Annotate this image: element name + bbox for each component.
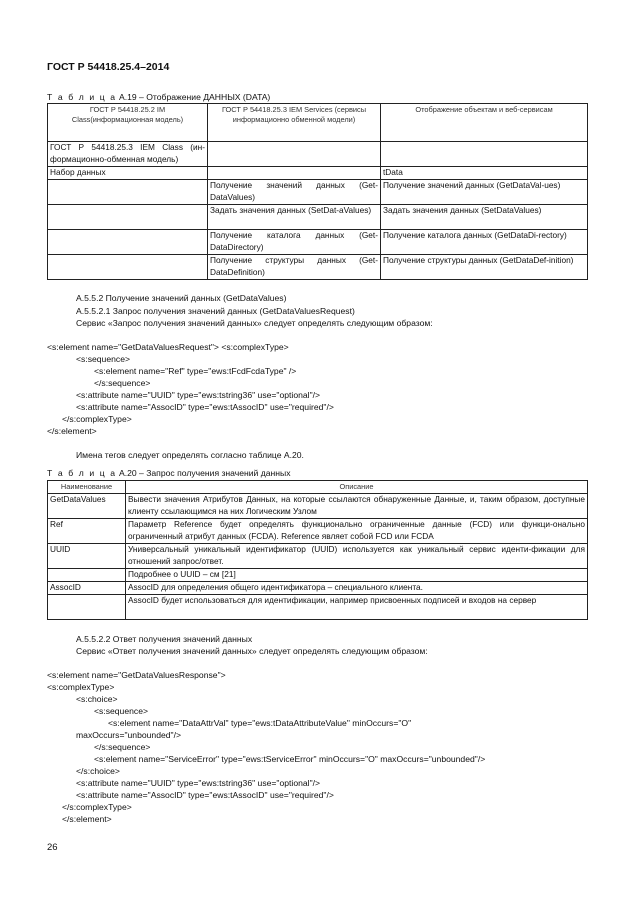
table-cell: Получение значений данных (GetDataVal-ues) [381,180,588,205]
table-a20 [47,480,588,620]
table-row [48,180,588,205]
table-cell: AssocID будет использоваться для идентификации, например присвоенных подписей и входов на сервер [126,595,588,620]
table-header-cell: Отображение объектам и веб-сервисам [381,104,588,142]
table20-caption [47,468,291,478]
table-cell [208,142,381,167]
table-cell: GetDataValues [48,494,126,519]
table-row [48,255,588,280]
code-line: <s:choice> [76,694,118,704]
table-header-cell: Наименование [48,481,126,494]
section-heading: А.5.5.2.2 Ответ получения значений данных [76,634,253,644]
code-line: <s:element name="Ref" type="ews:tFcdFcdaType" /> [94,366,297,376]
table-cell: Получение каталога данных (Get-DataDirectory) [208,230,381,255]
table-cell: Набор данных [48,167,208,180]
table19-caption [47,92,270,102]
table-cell: ГОСТ Р 54418.25.3 IEM Class (ин-формационно-обменная модель) [48,142,208,167]
paragraph: Имена тегов следует определять согласно таблице А.20. [76,450,304,460]
table-cell [48,569,126,582]
table-row [48,595,588,620]
code-line: </s:complexType> [62,802,132,812]
table-a19 [47,103,588,280]
code-line: <s:complexType> [47,682,115,692]
table-cell: AssocID [48,582,126,595]
table-row [48,167,588,180]
table-cell: Параметр Reference будет определять функционально ограниченные данные (FCD) или функци-онально ограниченный атрибут данных (FCDA). Reference являет собой FCD или FCDA [126,519,588,544]
code-line: maxOccurs="unbounded"/> [76,730,181,740]
code-line: <s:element name="GetDataValuesRequest"> <s:complexType> [47,342,289,352]
code-line: </s:choice> [76,766,120,776]
code-line: </s:sequence> [94,742,151,752]
table-cell: Получение значений данных (Get-DataValues) [208,180,381,205]
page-number: 26 [47,842,58,853]
table20-caption-title: А.20 – Запрос получения значений данных [116,468,291,478]
table-cell [48,205,208,230]
table-cell [48,255,208,280]
paragraph: Сервис «Запрос получения значений данных» следует определять следующим образом: [76,318,433,328]
paragraph: Сервис «Ответ получения значений данных» следует определять следующим образом: [76,646,428,656]
table-cell [208,167,381,180]
table-row [48,569,588,582]
table-cell [48,595,126,620]
table-row [48,142,588,167]
table-row [48,205,588,230]
table-cell: AssocID для определения общего идентификатора – специального клиента. [126,582,588,595]
code-line: <s:element name="DataAttrVal" type="ews:tDataAttributeValue" minOccurs="O" [108,718,412,728]
code-line: </s:element> [62,814,112,824]
table-header-row [48,104,588,142]
table-cell: Ref [48,519,126,544]
section-heading: А.5.5.2.1 Запрос получения значений данных (GetDataValuesRequest) [76,306,355,316]
table19-caption-lead: Т а б л и ц а [47,92,117,102]
code-line: <s:attribute name="UUID" type="ews:tstring36" use="optional"/> [76,778,321,788]
table-cell: Получение структуры данных (GetDataDef-inition) [381,255,588,280]
table-cell: tData [381,167,588,180]
table-header-cell: ГОСТ Р 54418.25.2 IM Class(информационная модель) [48,104,208,142]
section-heading: А.5.5.2 Получение значений данных (GetDataValues) [76,293,287,303]
table-cell [381,142,588,167]
table-cell: Получение структуры данных (Get-DataDefinition) [208,255,381,280]
table-row [48,494,588,519]
code-line: </s:sequence> [94,378,151,388]
table-row [48,519,588,544]
table20-caption-lead: Т а б л и ц а [47,468,117,478]
table19-caption-title: А.19 – Отображение ДАННЫХ (DATA) [116,92,271,102]
code-line: <s:element name="GetDataValuesResponse"> [47,670,226,680]
code-line: <s:sequence> [76,354,130,364]
table-cell: Вывести значения Атрибутов Данных, на которые ссылаются обнаруженные Данные, и, таким образом, доступные клиенту ссылающимся на них Логическим Узлом [126,494,588,519]
table-cell: Задать значения данных (SetDat-aValues) [208,205,381,230]
table-header-row [48,481,588,494]
document-header: ГОСТ Р 54418.25.4–2014 [47,61,170,73]
code-line: <s:attribute name="UUID" type="ews:tstring36" use="optional"/> [76,390,321,400]
table-cell: Универсальный уникальный идентификатор (UUID) используется как уникальный сервис иденти-фикации для отношений запрос/ответ. [126,544,588,569]
code-line: <s:attribute name="AssocID" type="ews:tAssocID" use="required"/> [76,790,334,800]
table-cell [48,230,208,255]
table-cell [48,180,208,205]
table-cell: Получение каталога данных (GetDataDi-rectory) [381,230,588,255]
code-line: <s:attribute name="AssocID" type="ews:tAssocID" use="required"/> [76,402,334,412]
table-row [48,230,588,255]
table-cell: Задать значения данных (SetDataValues) [381,205,588,230]
code-line: <s:sequence> [94,706,148,716]
table-row [48,544,588,569]
code-line: <s:element name="ServiceError" type="ews:tServiceError" minOccurs="O" maxOccurs="unbounded"/> [94,754,486,764]
table-row [48,582,588,595]
table-header-cell: Описание [126,481,588,494]
table-cell: UUID [48,544,126,569]
code-line: </s:element> [47,426,97,436]
table-header-cell: ГОСТ Р 54418.25.3 IEM Services (сервисы информационно обменной модели) [208,104,381,142]
code-line: </s:complexType> [62,414,132,424]
table-cell: Подробнее о UUID – см [21] [126,569,588,582]
